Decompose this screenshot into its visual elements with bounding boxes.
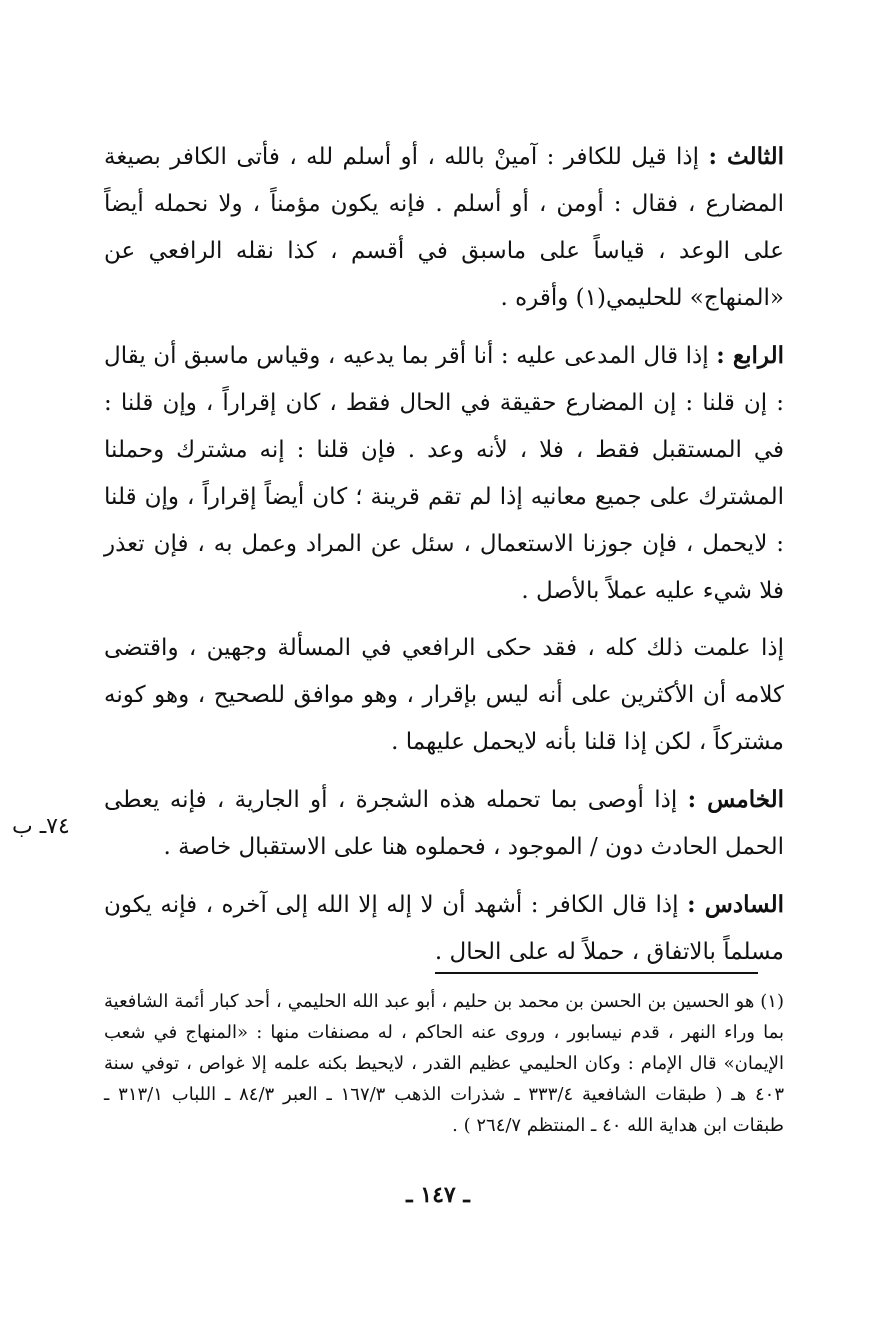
paragraph-lead: الرابع : — [716, 342, 784, 369]
paragraph-text: إذا قال الكافر : أشهد أن لا إله إلا الله إلى آخره ، فإنه يكون مسلماً بالاتفاق ، حملاً له على الحال . — [104, 892, 784, 965]
paragraph-lead: الثالث : — [708, 143, 784, 170]
paragraph-text: إذا علمت ذلك كله ، فقد حكى الرافعي في المسألة وجهين ، واقتضى كلامه أن الأكثرين على أنه ليس بإقرار ، وهو موافق للصحيح ، وهو كونه مشتركاً ، لكن إذا قلنا بأنه لايحمل عليهما . — [104, 635, 784, 755]
paragraph-text: إذا قيل للكافر : آمينْ بالله ، أو أسلم لله ، فأتى الكافر بصيغة المضارع ، فقال : أومن ، أو أسلم . فإنه يكون مؤمناً ، ولا نحمله أيضاً على الوعد ، قياساً على ماسبق في أقسم ، كذا نقله الرافعي عن «المنهاج» للحليمي(١) وأقره . — [104, 144, 784, 311]
paragraph-text: إذا قال المدعى عليه : أنا أقر بما يدعيه ، وقياس ماسبق أن يقال : إن قلنا : إن المضارع حقيقة في الحال فقط ، كان إقراراً ، وإن قلنا : في المستقبل فقط ، فلا ، لأنه وعد . فإن قلنا : إنه مشترك وحملنا المشترك على جميع معانيه إذا لم تقم قرينة ؛ كان أيضاً إقراراً ، وإن قلنا : لايحمل ، فإن جوزنا الاستعمال ، سئل عن المراد وعمل به ، فإن تعذر فلا شيء عليه عملاً بالأصل . — [104, 343, 784, 604]
paragraph-conclusion — [104, 625, 784, 766]
paragraph-lead: الخامس : — [687, 786, 785, 813]
footnote-divider — [435, 972, 758, 974]
footnote: (١) هو الحسين بن الحسن بن محمد بن حليم ، أبو عبد الله الحليمي ، أحد كبار أئمة الشافعية بما وراء النهر ، قدم نيسابور ، وروى عنه الحاكم ، له مصنفات منها : «المنهاج في شعب الإيمان» قال الإمام : وكان الحليمي عظيم القدر ، لايحيط بكنه علمه إلا غواص ، توفي سنة ٤٠٣ هـ ( طبقات الشافعية ٣٣٣/٤ ـ شذرات الذهب ١٦٧/٣ ـ العبر ٨٤/٣ ـ اللباب ٣١٣/١ ـ طبقات ابن هداية الله ٤٠ ـ المنتظم ٢٦٤/٧ ) . — [104, 991, 784, 1136]
paragraph-third — [104, 133, 784, 322]
manuscript-folio-note: ٧٤ـ ب — [12, 814, 70, 839]
page-number: ـ ١٤٧ ـ — [406, 1182, 470, 1208]
main-text — [104, 133, 784, 986]
paragraph-text: إذا أوصى بما تحمله هذه الشجرة ، أو الجارية ، فإنه يعطى الحمل الحادث دون / الموجود ، فحملوه هنا على الاستقبال خاصة . — [104, 787, 784, 860]
paragraph-lead: السادس : — [687, 891, 784, 918]
paragraph-fourth — [104, 332, 784, 615]
paragraph-sixth — [104, 881, 784, 976]
paragraph-fifth — [104, 776, 784, 871]
